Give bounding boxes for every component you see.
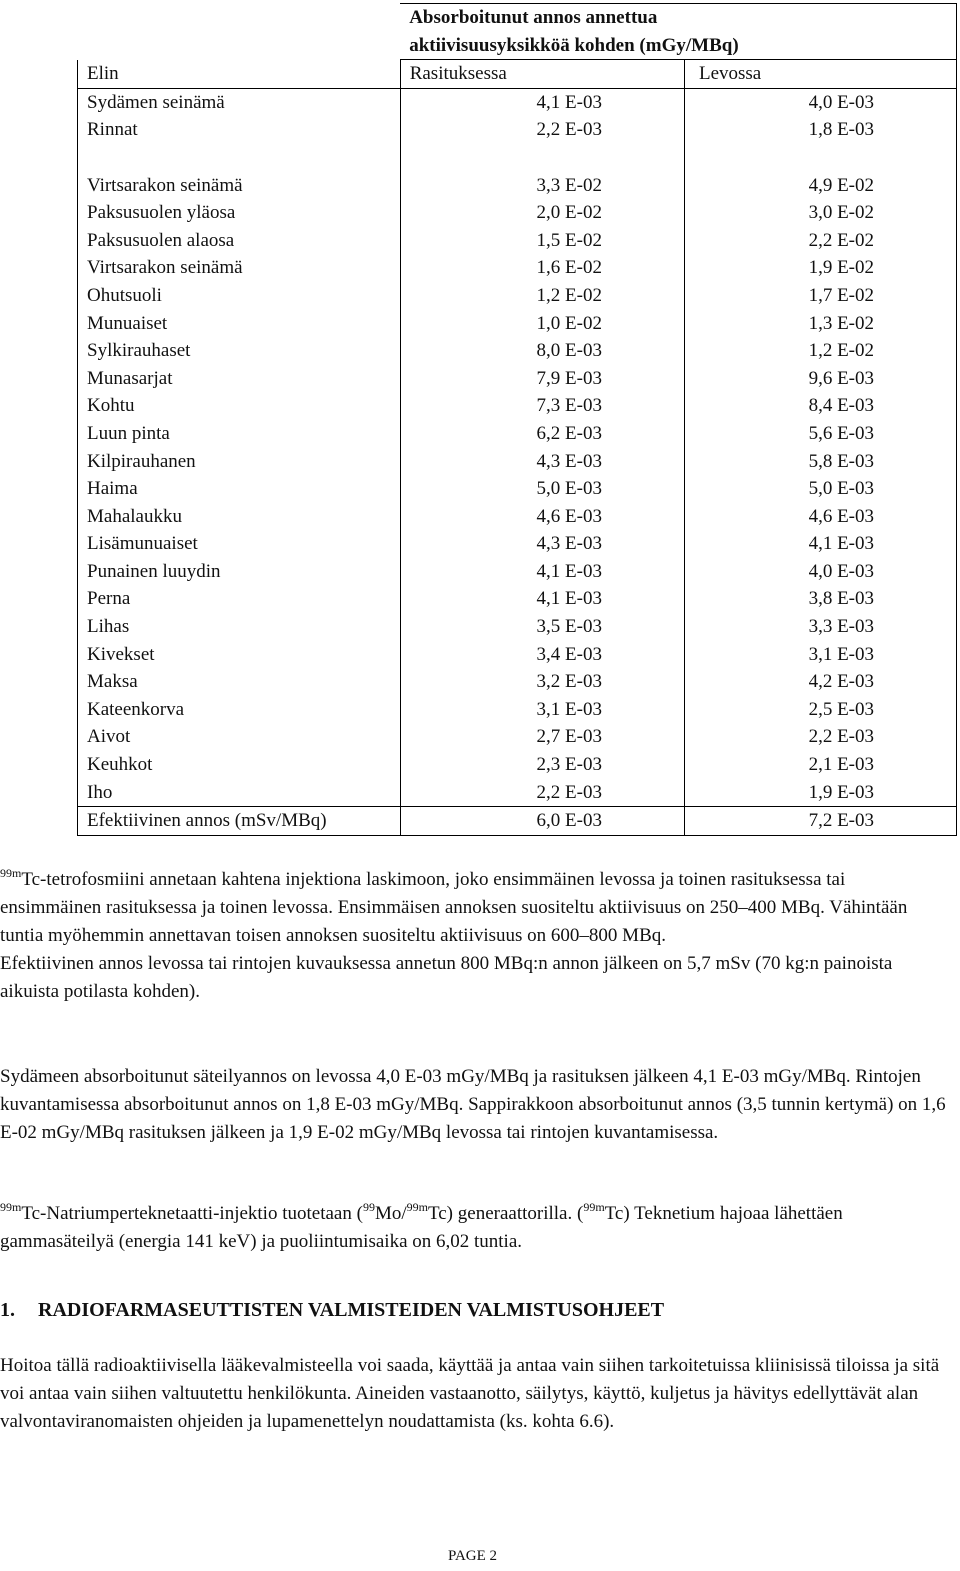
isotope-superscript-1: 99m xyxy=(0,1200,22,1214)
organ-cell: Ohutsuoli xyxy=(78,282,401,310)
header-line2: aktiivisuusyksikköä kohden (mGy/MBq) xyxy=(409,34,739,56)
rest-value-cell: 3,1 E-03 xyxy=(684,641,956,669)
rest-value-cell: 1,9 E-02 xyxy=(684,254,956,282)
rest-value-cell: 1,7 E-02 xyxy=(684,282,956,310)
organ-cell: Keuhkot xyxy=(78,751,401,779)
stress-value-cell: 1,2 E-02 xyxy=(400,282,684,310)
stress-value-cell: 4,6 E-03 xyxy=(400,503,684,531)
organ-cell: Efektiivinen annos (mSv/MBq) xyxy=(78,807,401,836)
stress-value-cell: 1,0 E-02 xyxy=(400,310,684,338)
stress-value-cell: 1,5 E-02 xyxy=(400,227,684,255)
dose-table xyxy=(77,3,957,836)
rest-value-cell: 3,3 E-03 xyxy=(684,613,956,641)
organ-cell: Luun pinta xyxy=(78,420,401,448)
organ-cell: Paksusuolen alaosa xyxy=(78,227,401,255)
organ-cell xyxy=(78,144,401,172)
stress-value-cell: 4,3 E-03 xyxy=(400,448,684,476)
stress-value-cell: 5,0 E-03 xyxy=(400,475,684,503)
organ-cell: Lihas xyxy=(78,613,401,641)
generator-text-b: Mo/ xyxy=(374,1203,407,1224)
table-row xyxy=(78,310,957,338)
rest-value-cell: 1,8 E-03 xyxy=(684,116,956,144)
rest-value-cell: 2,2 E-03 xyxy=(684,723,956,751)
table-row xyxy=(78,503,957,531)
organ-cell: Virtsarakon seinämä xyxy=(78,254,401,282)
stress-value-cell: 6,0 E-03 xyxy=(400,807,684,836)
table-row xyxy=(78,530,957,558)
table-row xyxy=(78,420,957,448)
organ-cell: Punainen luuydin xyxy=(78,558,401,586)
table-row xyxy=(78,199,957,227)
table-row xyxy=(78,116,957,144)
table-spacer-row xyxy=(78,144,957,172)
rest-value-cell: 4,6 E-03 xyxy=(684,503,956,531)
organ-cell: Munasarjat xyxy=(78,365,401,393)
table-row xyxy=(78,392,957,420)
isotope-superscript-3: 99m xyxy=(406,1200,428,1214)
table-row xyxy=(78,723,957,751)
stress-value-cell: 2,7 E-03 xyxy=(400,723,684,751)
organ-cell: Virtsarakon seinämä xyxy=(78,172,401,200)
table-header-row xyxy=(78,4,957,60)
organ-cell: Iho xyxy=(78,779,401,807)
table-row xyxy=(78,172,957,200)
header-empty-cell xyxy=(78,4,401,60)
rest-value-cell: 4,2 E-03 xyxy=(684,668,956,696)
stress-value-cell: 8,0 E-03 xyxy=(400,337,684,365)
rest-value-cell: 2,1 E-03 xyxy=(684,751,956,779)
header-title xyxy=(400,4,956,60)
column-header-row xyxy=(78,60,957,89)
rest-value-cell: 4,1 E-03 xyxy=(684,530,956,558)
table-row xyxy=(78,475,957,503)
rest-value-cell: 2,2 E-02 xyxy=(684,227,956,255)
rest-value-cell: 7,2 E-03 xyxy=(684,807,956,836)
organ-cell: Paksusuolen yläosa xyxy=(78,199,401,227)
rest-value-cell: 3,8 E-03 xyxy=(684,585,956,613)
organ-cell: Aivot xyxy=(78,723,401,751)
section-title: RADIOFARMASEUTTISTEN VALMISTEIDEN VALMISTUSOHJEET xyxy=(38,1299,665,1321)
table-row xyxy=(78,337,957,365)
paragraph-absorbed-dose: Sydämeen absorboitunut säteilyannos on levossa 4,0 E-03 mGy/MBq ja rasituksen jälkeen 4,1 E-03 mGy/MBq. Rintojen kuvantamisessa absorboitunut annos on 1,8 E-03 mGy/MBq. Sappirakkoon absorboitunut annos (3,5 tunnin kertymä) on 1,6 E-02 mGy/MBq rasituksen jälkeen ja 1,9 E-02 mGy/MBq levossa tai rintojen kuvantamisessa. xyxy=(0,1066,946,1143)
table-row xyxy=(78,282,957,310)
stress-value-cell: 2,0 E-02 xyxy=(400,199,684,227)
stress-value-cell: 3,2 E-03 xyxy=(400,668,684,696)
col-stress-header: Rasituksessa xyxy=(400,60,684,89)
stress-value-cell: 1,6 E-02 xyxy=(400,254,684,282)
organ-cell: Maksa xyxy=(78,668,401,696)
table-row xyxy=(78,696,957,724)
table-row xyxy=(78,227,957,255)
stress-value-cell: 3,1 E-03 xyxy=(400,696,684,724)
rest-value-cell: 2,5 E-03 xyxy=(684,696,956,724)
rest-value-cell: 5,8 E-03 xyxy=(684,448,956,476)
stress-value-cell: 7,9 E-03 xyxy=(400,365,684,393)
organ-cell: Rinnat xyxy=(78,116,401,144)
organ-cell: Kateenkorva xyxy=(78,696,401,724)
paragraph-generator xyxy=(0,1200,950,1256)
stress-value-cell: 4,1 E-03 xyxy=(400,558,684,586)
stress-value-cell: 3,4 E-03 xyxy=(400,641,684,669)
stress-value-cell xyxy=(400,144,684,172)
organ-cell: Kilpirauhanen xyxy=(78,448,401,476)
col-rest-header: Levossa xyxy=(684,60,956,89)
table-row xyxy=(78,779,957,807)
rest-value-cell: 4,0 E-03 xyxy=(684,558,956,586)
header-line1: Absorboitunut annos annettua xyxy=(409,7,658,28)
table-row xyxy=(78,365,957,393)
isotope-superscript: 99m xyxy=(0,866,22,880)
page-footer: PAGE 2 xyxy=(448,1548,498,1564)
table-row xyxy=(78,88,957,116)
table-row xyxy=(78,668,957,696)
stress-value-cell: 4,1 E-03 xyxy=(400,585,684,613)
stress-value-cell: 2,3 E-03 xyxy=(400,751,684,779)
paragraph-handling: Hoitoa tällä radioaktiivisella lääkevalmisteella voi saada, käyttää ja antaa vain siihen tarkoitetuissa kliinisissä tiloissa ja sitä voi antaa vain siihen valtuutettu henkilökunta. Aineiden vastaanotto, säilytys, käyttö, kuljetus ja hävitys edellyttävät alan valvontaviranomaisten ohjeiden ja lupamenettelyn noudattamista (ks. kohta 6.6). xyxy=(0,1355,940,1432)
organ-cell: Haima xyxy=(78,475,401,503)
rest-value-cell: 5,6 E-03 xyxy=(684,420,956,448)
stress-value-cell: 2,2 E-03 xyxy=(400,779,684,807)
isotope-superscript-4: 99m xyxy=(583,1200,605,1214)
organ-cell: Mahalaukku xyxy=(78,503,401,531)
organ-cell: Munuaiset xyxy=(78,310,401,338)
section-heading xyxy=(0,1299,664,1322)
rest-value-cell: 9,6 E-03 xyxy=(684,365,956,393)
rest-value-cell: 4,9 E-02 xyxy=(684,172,956,200)
stress-value-cell: 4,3 E-03 xyxy=(400,530,684,558)
rest-value-cell: 1,2 E-02 xyxy=(684,337,956,365)
col-organ-header: Elin xyxy=(78,60,401,89)
table-row xyxy=(78,751,957,779)
generator-text-c: Tc) generaattorilla. ( xyxy=(427,1203,584,1224)
table-row xyxy=(78,613,957,641)
organ-cell: Sydämen seinämä xyxy=(78,88,401,116)
table-row xyxy=(78,448,957,476)
isotope-superscript-2: 99 xyxy=(362,1200,375,1214)
table-total-row xyxy=(78,807,957,836)
organ-cell: Sylkirauhaset xyxy=(78,337,401,365)
stress-value-cell: 3,3 E-02 xyxy=(400,172,684,200)
rest-value-cell xyxy=(684,144,956,172)
stress-value-cell: 2,2 E-03 xyxy=(400,116,684,144)
paragraph-dosing-text: Tc-tetrofosmiini annetaan kahtena injektiona laskimoon, joko ensimmäinen levossa ja toinen rasituksessa tai ensimmäinen rasituksessa ja toinen levossa. Ensimmäisen annoksen suositeltu aktiivisuus on 250–400 MBq. Vähintään tuntia myöhemmin annettavan toisen annoksen suositeltu aktiivisuus on 600–800 MBq. xyxy=(0,869,908,946)
rest-value-cell: 8,4 E-03 xyxy=(684,392,956,420)
organ-cell: Lisämunuaiset xyxy=(78,530,401,558)
organ-cell: Perna xyxy=(78,585,401,613)
paragraph-dosing xyxy=(0,866,950,1006)
rest-value-cell: 1,9 E-03 xyxy=(684,779,956,807)
generator-text-a: Tc-Natriumperteknetaatti-injektio tuotetaan ( xyxy=(21,1203,363,1224)
organ-cell: Kohtu xyxy=(78,392,401,420)
stress-value-cell: 4,1 E-03 xyxy=(400,88,684,116)
table-row xyxy=(78,641,957,669)
organ-cell: Kivekset xyxy=(78,641,401,669)
rest-value-cell: 3,0 E-02 xyxy=(684,199,956,227)
rest-value-cell: 1,3 E-02 xyxy=(684,310,956,338)
rest-value-cell: 4,0 E-03 xyxy=(684,88,956,116)
generator-text-d: Tc) Teknetium hajoaa lähettäen gammasäteilyä (energia 141 keV) ja puoliintumisaika on 6,02 tuntia. xyxy=(0,1203,843,1252)
table-row xyxy=(78,585,957,613)
stress-value-cell: 3,5 E-03 xyxy=(400,613,684,641)
rest-value-cell: 5,0 E-03 xyxy=(684,475,956,503)
table-row xyxy=(78,558,957,586)
stress-value-cell: 6,2 E-03 xyxy=(400,420,684,448)
section-number: 1. xyxy=(0,1299,15,1321)
paragraph-effective-dose: Efektiivinen annos levossa tai rintojen kuvauksessa annetun 800 MBq:n annon jälkeen on 5,7 mSv (70 kg:n painoista aikuista potilasta kohden). xyxy=(0,953,893,1002)
table-row xyxy=(78,254,957,282)
stress-value-cell: 7,3 E-03 xyxy=(400,392,684,420)
